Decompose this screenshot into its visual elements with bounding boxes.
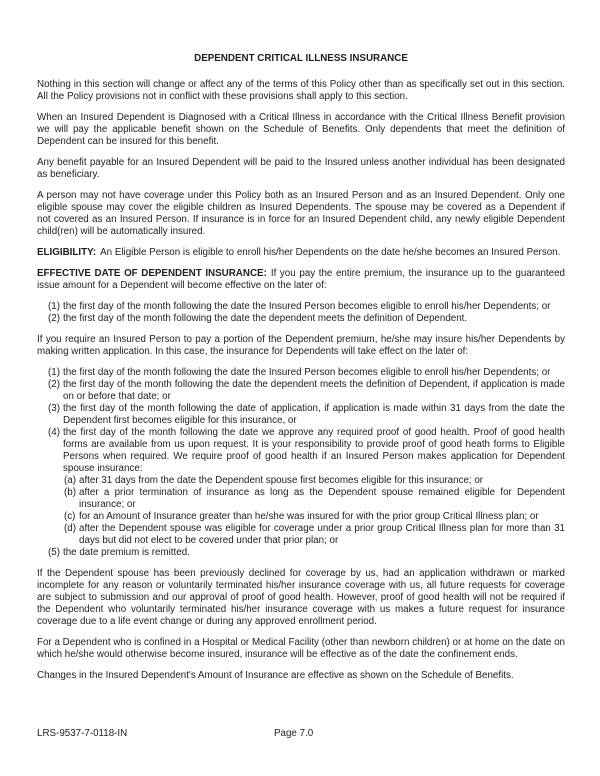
form-number: LRS-9537-7-0118-IN [37, 728, 128, 739]
list-item-marker: (3) [48, 403, 60, 414]
list-item-marker: (2) [48, 379, 60, 390]
eligibility-heading: ELIGIBILITY: [37, 247, 97, 258]
sub-list-item-text: for an Amount of Insurance greater than he/she was insured for with the prior group Critical Illness plan; or [79, 511, 539, 522]
page-footer [0, 728, 600, 740]
list-item [37, 301, 565, 313]
guaranteed-issue-list [37, 301, 565, 325]
list-item-text: the date premium is remitted. [63, 547, 190, 558]
list-item-text: the first day of the month following the date we approve any required proof of good health. Proof of good health forms are available from us upon request. It is your responsibility to provide proof of good heath forms to Eligible Persons when required. We require proof of good health if an Insured Person makes application for Dependent spouse insurance: [63, 427, 565, 474]
page-title: DEPENDENT CRITICAL ILLNESS INSURANCE [194, 53, 408, 64]
paragraph-eligibility [37, 247, 565, 259]
list-item-marker: (2) [48, 313, 60, 324]
sub-list-item-marker: (d) [64, 523, 76, 534]
sub-list-item-text: after the Dependent spouse was eligible for coverage under a prior group Critical Illness plan for more than 31 days but did not elect to be covered under that prior plan; or [79, 523, 565, 546]
list-item-marker: (1) [48, 301, 60, 312]
list-item-text: the first day of the month following the date the Insured Person becomes eligible to enroll his/her Dependents; or [63, 301, 551, 312]
list-item-marker: (5) [48, 547, 60, 558]
sub-list-item-marker: (b) [64, 487, 76, 498]
sub-list-item [63, 487, 565, 511]
sub-list-item-text: after a prior termination of insurance as long as the Dependent spouse remained eligible for Dependent insurance; or [79, 487, 565, 510]
paragraph-coverage-limits: A person may not have coverage under this Policy both as an Insured Person and as an Insured Dependent. Only one eligible spouse may cover the eligible children as Insured Dependents. The spouse may be covered as a Dependent if not covered as an Insured Person. If insurance is in force for an Insured Dependent child, any newly eligible Dependent child(ren) will be automatically insured. [37, 190, 565, 237]
sub-list-item [63, 511, 565, 523]
list-item [37, 547, 565, 559]
list-item-marker: (1) [48, 367, 60, 378]
list-item-text: the first day of the month following the date the dependent meets the definition of Dependent. [63, 313, 468, 324]
list-item-text: the first day of the month following the date of application, if application is made within 31 days from the date the Dependent first becomes eligible for this insurance, or [63, 403, 565, 426]
list-item-marker: (4) [48, 427, 60, 438]
paragraph-confinement: For a Dependent who is confined in a Hospital or Medical Facility (other than newborn children) or at home on the date on which he/she would otherwise become insured, insurance will be effective as of the date the confinement ends. [37, 637, 565, 660]
paragraph-written-application: If you require an Insured Person to pay a portion of the Dependent premium, he/she may insure his/her Dependents by making written application. In this case, the insurance for Dependents will take effect on the later of: [37, 334, 565, 357]
paragraph-declined-coverage: If the Dependent spouse has been previously declined for coverage by us, had an application withdrawn or marked incomplete for any reason or voluntarily terminated his/her insurance coverage with us, all future requests for coverage are subject to submission and our approval of proof of good health. However, proof of good health will not be required if the Dependent who voluntarily terminated his/her insurance coverage with us makes a future request for insurance coverage due to a life event change or during any approved enrollment period. [37, 568, 565, 627]
list-item-body [63, 427, 565, 547]
page-number: Page 7.0 [274, 728, 314, 739]
paragraph-amount-changes: Changes in the Insured Dependent's Amount of Insurance are effective as shown on the Schedule of Benefits. [37, 670, 514, 681]
list-item-text: the first day of the month following the date the Insured Person becomes eligible to enroll his/her Dependents; or [63, 367, 551, 378]
list-item [37, 367, 565, 379]
sub-list-item [63, 523, 565, 547]
sub-list-item [63, 475, 565, 487]
paragraph-policy-scope: Nothing in this section will change or affect any of the terms of this Policy other than as specifically set out in this section. All the Policy provisions not in conflict with these provisions shall apply to this section. [37, 79, 565, 102]
sub-list-item-text: after 31 days from the date the Dependent spouse first becomes eligible for this insurance; or [79, 475, 484, 486]
effective-date-heading: EFFECTIVE DATE OF DEPENDENT INSURANCE: [37, 268, 267, 279]
paragraph-beneficiary: Any benefit payable for an Insured Dependent will be paid to the Insured unless another individual has been designated as beneficiary. [37, 157, 565, 180]
written-application-list [37, 367, 565, 559]
list-item [37, 403, 565, 427]
effective-date-text: If you pay the entire premium, the insurance up to the guaranteed issue amount for a Dependent will become effective on the later of: [37, 268, 565, 291]
list-item-text: the first day of the month following the date the dependent meets the definition of Dependent, if application is made on or before that date; or [63, 379, 565, 402]
sub-list-item-marker: (a) [64, 475, 76, 486]
list-item [37, 379, 565, 403]
paragraph-effective-date [37, 268, 565, 292]
list-item [37, 427, 565, 547]
sub-list-item-marker: (c) [64, 511, 76, 522]
paragraph-benefit-payment: When an Insured Dependent is Diagnosed with a Critical Illness in accordance with the Critical Illness Benefit provision we will pay the applicable benefit shown on the Schedule of Benefits. Only dependents that meet the definition of Dependent can be insured for this benefit. [37, 112, 565, 147]
list-item [37, 313, 565, 325]
eligibility-text: An Eligible Person is eligible to enroll his/her Dependents on the date he/she becomes an Insured Person. [100, 247, 561, 258]
